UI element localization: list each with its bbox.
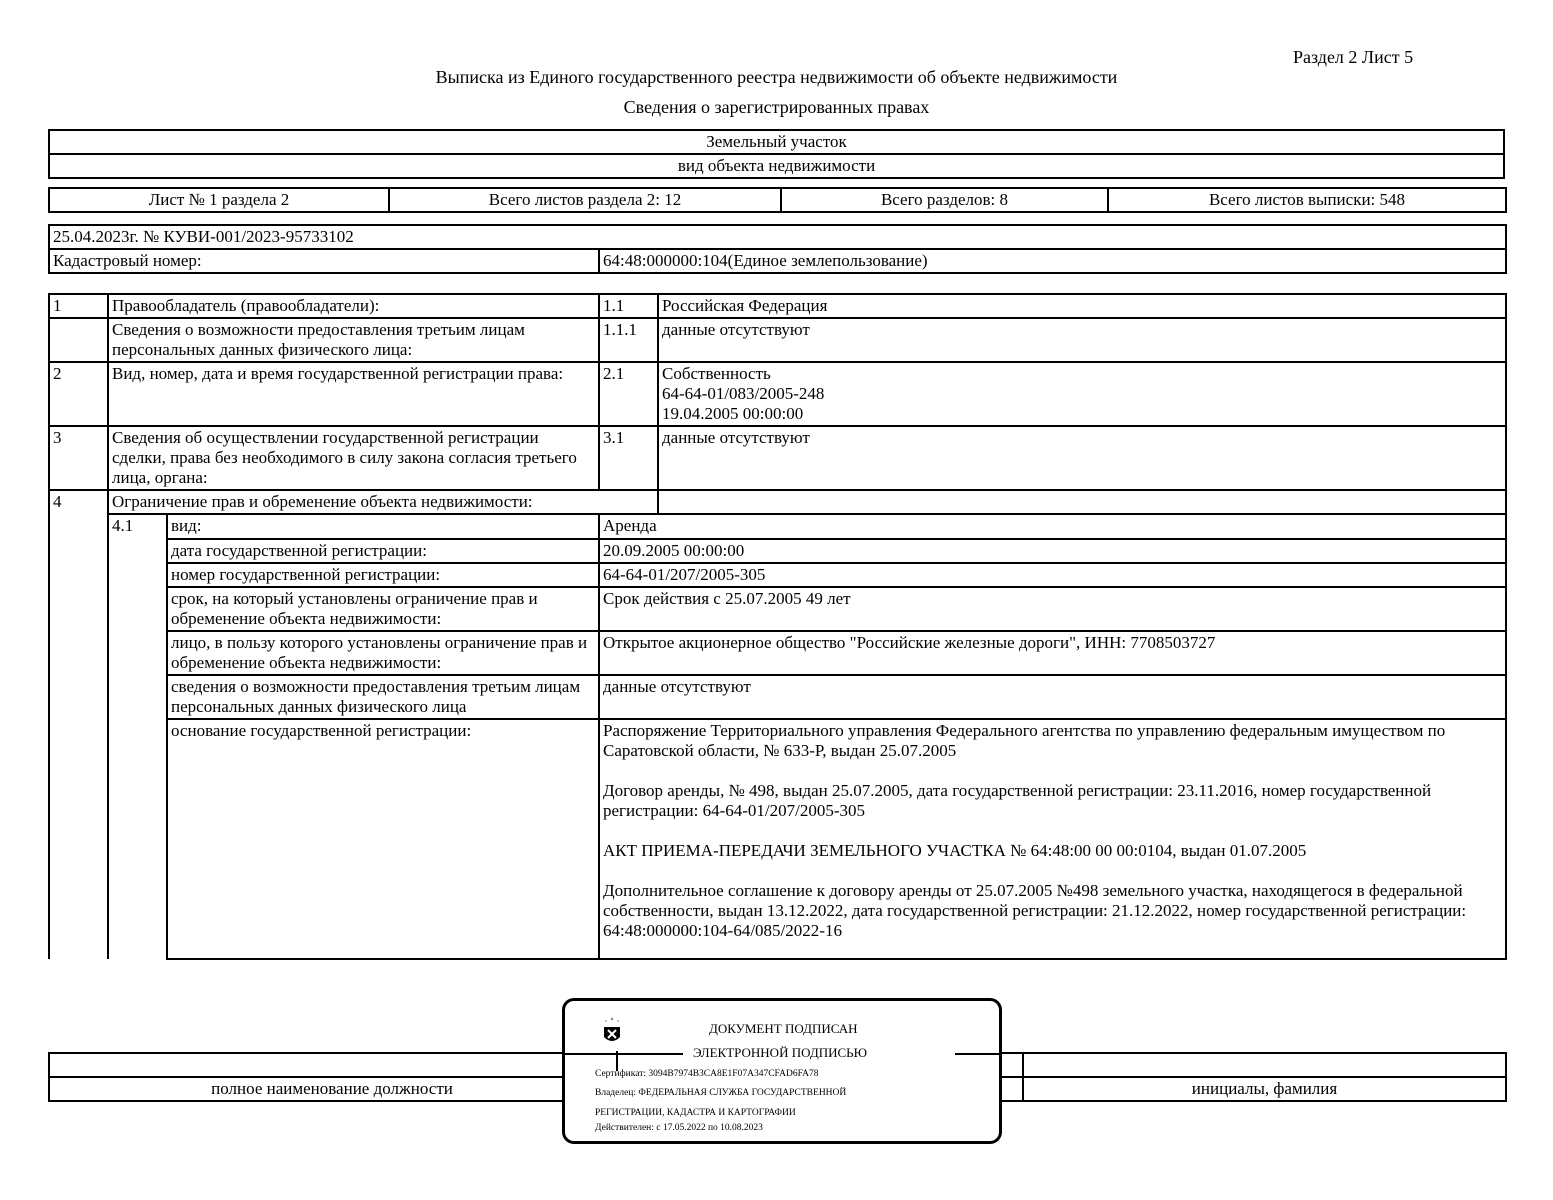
encumbrance-item-value: данные отсутствуют: [599, 675, 1506, 719]
total-extract-sheets: Всего листов выписки: 548: [1108, 188, 1506, 212]
row-number: 4: [49, 490, 108, 514]
cadastral-label: Кадастровый номер:: [49, 249, 599, 273]
registration-value: [658, 362, 1506, 426]
stamp-title-line2: ЭЛЕКТРОННОЙ ПОДПИСЬЮ: [693, 1045, 867, 1060]
basis-document: Договор аренды, № 498, выдан 25.07.2005, дата государственной регистрации: 23.11.2016, номер государственной регистрации: 64-64-01/207/2005-305: [603, 780, 1432, 821]
encumbrance-item-label: сведения о возможности предоставления третьим лицам персональных данных физического лица: [167, 675, 599, 719]
encumbrance-label: Ограничение прав и обременение объекта недвижимости:: [108, 490, 658, 514]
basis-document: АКТ ПРИЕМА-ПЕРЕДАЧИ ЗЕМЕЛЬНОГО УЧАСТКА № 64:48:00 00 00:0104, выдан 01.07.2005: [603, 841, 1307, 861]
sub-number: 2.1: [599, 362, 658, 426]
encumbrance-item-value: Открытое акционерное общество "Российские железные дороги", ИНН: 7708503727: [599, 631, 1506, 675]
table-row: [49, 318, 1506, 362]
basis-document: Распоряжение Территориального управления Федерального агентства по управлению федеральным имуществом по Саратовской области, № 633-Р, выдан 25.07.2005: [603, 720, 1446, 760]
table-row: [49, 587, 1506, 631]
stamp-title-line1: ДОКУМЕНТ ПОДПИСАН: [709, 1021, 858, 1036]
table-row: [49, 675, 1506, 719]
initials-caption: инициалы, фамилия: [1023, 1077, 1506, 1101]
encumbrance-item-value: Аренда: [599, 514, 1506, 538]
sheet-number: Лист № 1 раздела 2: [49, 188, 389, 212]
encumbrance-number: 4.1: [108, 514, 167, 958]
registration-datetime: 19.04.2005 00:00:00: [662, 404, 804, 424]
electronic-signature-stamp: [562, 998, 1002, 1144]
position-caption: полное наименование должности: [49, 1077, 615, 1101]
basis-label: основание государственной регистрации:: [167, 719, 599, 959]
transaction-value: данные отсутствуют: [658, 426, 1506, 490]
object-type-table: [48, 129, 1505, 179]
stamp-owner-continued: РЕГИСТРАЦИИ, КАДАСТРА И КАРТОГРАФИИ: [595, 1108, 796, 1118]
row-number: 1: [49, 294, 108, 318]
stamp-certificate: Сертификат: 3094B7974B3CA8E1F07A347CFAD6FA78: [595, 1069, 819, 1079]
personal-data-label: Сведения о возможности предоставления третьим лицам персональных данных физического лица:: [108, 318, 599, 362]
basis-document: Дополнительное соглашение к договору аренды от 25.07.2005 №498 земельного участка, находящегося в федеральной собственности, выдан 13.12.2022, дата государственной регистрации: 21.12.2022, номер государственной регистрации: 64:48:000000:104-64/085/2022-16: [603, 881, 1467, 941]
ident-table: [48, 224, 1507, 274]
encumbrance-item-label: номер государственной регистрации:: [167, 563, 599, 587]
table-row: [49, 563, 1506, 587]
total-section-sheets: Всего листов раздела 2: 12: [389, 188, 781, 212]
total-sections: Всего разделов: 8: [781, 188, 1108, 212]
section-sheet-label: Раздел 2 Лист 5: [1293, 47, 1414, 67]
right-holder-label: Правообладатель (правообладатели):: [108, 294, 599, 318]
transaction-label: Сведения об осуществлении государственной регистрации сделки, права без необходимого в силу закона согласия третьего лица, органа:: [108, 426, 599, 490]
table-row: [49, 426, 1506, 490]
table-row: [49, 362, 1506, 426]
table-row: [49, 514, 1506, 538]
sub-number: 3.1: [599, 426, 658, 490]
stamp-validity: Действителен: с 17.05.2022 по 10.08.2023: [595, 1123, 763, 1133]
encumbrance-item-value: 20.09.2005 00:00:00: [599, 539, 1506, 563]
cadastral-value: 64:48:000000:104(Единое землепользование): [599, 249, 1506, 273]
registration-number: 64-64-01/083/2005-248: [662, 384, 825, 404]
encumbrance-item-value: Срок действия с 25.07.2005 49 лет: [599, 587, 1506, 631]
row-number: 3: [49, 426, 108, 490]
extract-date-number: 25.04.2023г. № КУВИ-001/2023-95733102: [49, 225, 1506, 249]
personal-data-value: данные отсутствуют: [658, 318, 1506, 362]
encumbrance-item-label: лицо, в пользу которого установлены ограничение прав и обременение объекта недвижимости:: [167, 631, 599, 675]
table-row: [49, 631, 1506, 675]
table-row: [49, 490, 1506, 514]
right-type: Собственность: [662, 364, 771, 384]
stamp-divider: [563, 1053, 683, 1055]
sub-number: 1.1: [599, 294, 658, 318]
stamp-divider: [955, 1053, 999, 1055]
encumbrance-item-value: 64-64-01/207/2005-305: [599, 563, 1506, 587]
sub-number: 1.1.1: [599, 318, 658, 362]
table-row: [49, 539, 1506, 563]
table-row: [49, 719, 1506, 959]
basis-value: [599, 719, 1506, 959]
table-row: [49, 294, 1506, 318]
row-number: 2: [49, 362, 108, 426]
encumbrance-item-label: вид:: [167, 514, 599, 538]
sheets-info-table: [48, 187, 1507, 213]
right-holder-value: Российская Федерация: [658, 294, 1506, 318]
stamp-owner: Владелец: ФЕДЕРАЛЬНАЯ СЛУЖБА ГОСУДАРСТВЕННОЙ: [595, 1088, 847, 1098]
encumbrance-item-label: срок, на который установлены ограничение прав и обременение объекта недвижимости:: [167, 587, 599, 631]
encumbrance-item-label: дата государственной регистрации:: [167, 539, 599, 563]
object-type-caption: вид объекта недвижимости: [49, 154, 1504, 178]
document-title: Выписка из Единого государственного реестра недвижимости об объекте недвижимости: [435, 67, 1118, 87]
emblem-icon: [595, 1015, 629, 1049]
rights-table: [48, 293, 1507, 960]
object-type: Земельный участок: [49, 130, 1504, 154]
document-subtitle: Сведения о зарегистрированных правах: [623, 97, 930, 117]
registration-label: Вид, номер, дата и время государственной регистрации права:: [108, 362, 599, 426]
